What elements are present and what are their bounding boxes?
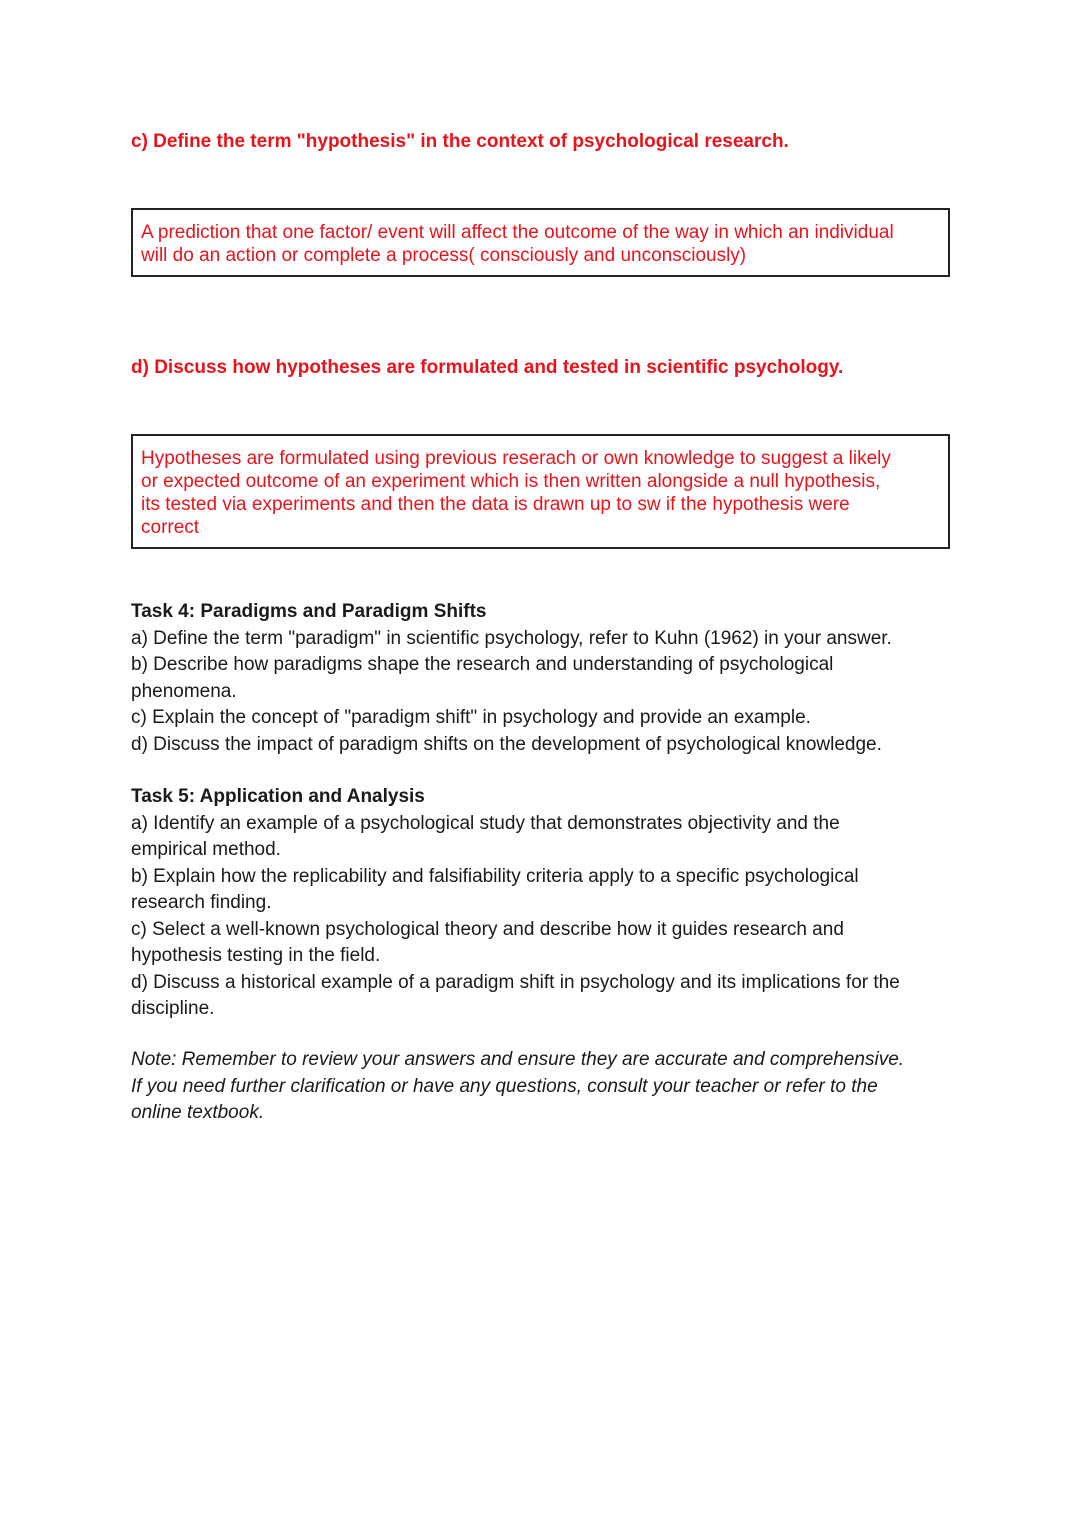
task-4-item: b) Describe how paradigms shape the research and understanding of psychological phenomena.	[131, 654, 834, 702]
note-line: Note: Remember to review your answers and ensure they are accurate and comprehensive.	[131, 1049, 905, 1070]
task-5-item: d) Discuss a historical example of a paradigm shift in psychology and its implications for the discipline.	[131, 971, 900, 1019]
answer-d-line: Hypotheses are formulated using previous reserach or own knowledge to suggest a likely	[141, 448, 891, 469]
answer-c-line: will do an action or complete a process( consciously and unconsciously)	[141, 245, 747, 266]
answer-d-line: or expected outcome of an experiment which is then written alongside a null hypothesis,	[141, 471, 881, 492]
note-line: online textbook.	[131, 1102, 265, 1123]
task-5-heading: Task 5: Application and Analysis	[131, 786, 425, 807]
answer-box-c[interactable]	[131, 208, 950, 277]
task-4-heading: Task 4: Paradigms and Paradigm Shifts	[131, 601, 487, 622]
answer-d-line: correct	[141, 517, 200, 538]
task-5-item: b) Explain how the replicability and falsifiability criteria apply to a specific psychological research finding.	[131, 865, 859, 913]
note-section	[131, 1047, 961, 1127]
answer-c-line: A prediction that one factor/ event will affect the outcome of the way in which an individual	[141, 222, 894, 243]
answer-box-d[interactable]	[131, 434, 950, 549]
answer-d-line: its tested via experiments and then the data is drawn up to sw if the hypothesis were	[141, 494, 850, 515]
note-line: If you need further clarification or have any questions, consult your teacher or refer to the	[131, 1075, 878, 1097]
question-c-heading: c) Define the term "hypothesis" in the context of psychological research.	[131, 131, 789, 152]
task-4-item: d) Discuss the impact of paradigm shifts on the development of psychological knowledge.	[131, 733, 882, 755]
task-5-item: c) Select a well-known psychological theory and describe how it guides research and hypothesis testing in the field.	[131, 918, 844, 966]
task-4-item: a) Define the term "paradigm" in scientific psychology, refer to Kuhn (1962) in your answer.	[131, 627, 892, 649]
task-4-section	[131, 599, 961, 758]
task-5-section	[131, 784, 961, 1023]
task-4-item: c) Explain the concept of "paradigm shift" in psychology and provide an example.	[131, 707, 811, 728]
question-d-heading: d) Discuss how hypotheses are formulated and tested in scientific psychology.	[131, 357, 844, 378]
task-5-item: a) Identify an example of a psychological study that demonstrates objectivity and the empirical method.	[131, 812, 840, 860]
